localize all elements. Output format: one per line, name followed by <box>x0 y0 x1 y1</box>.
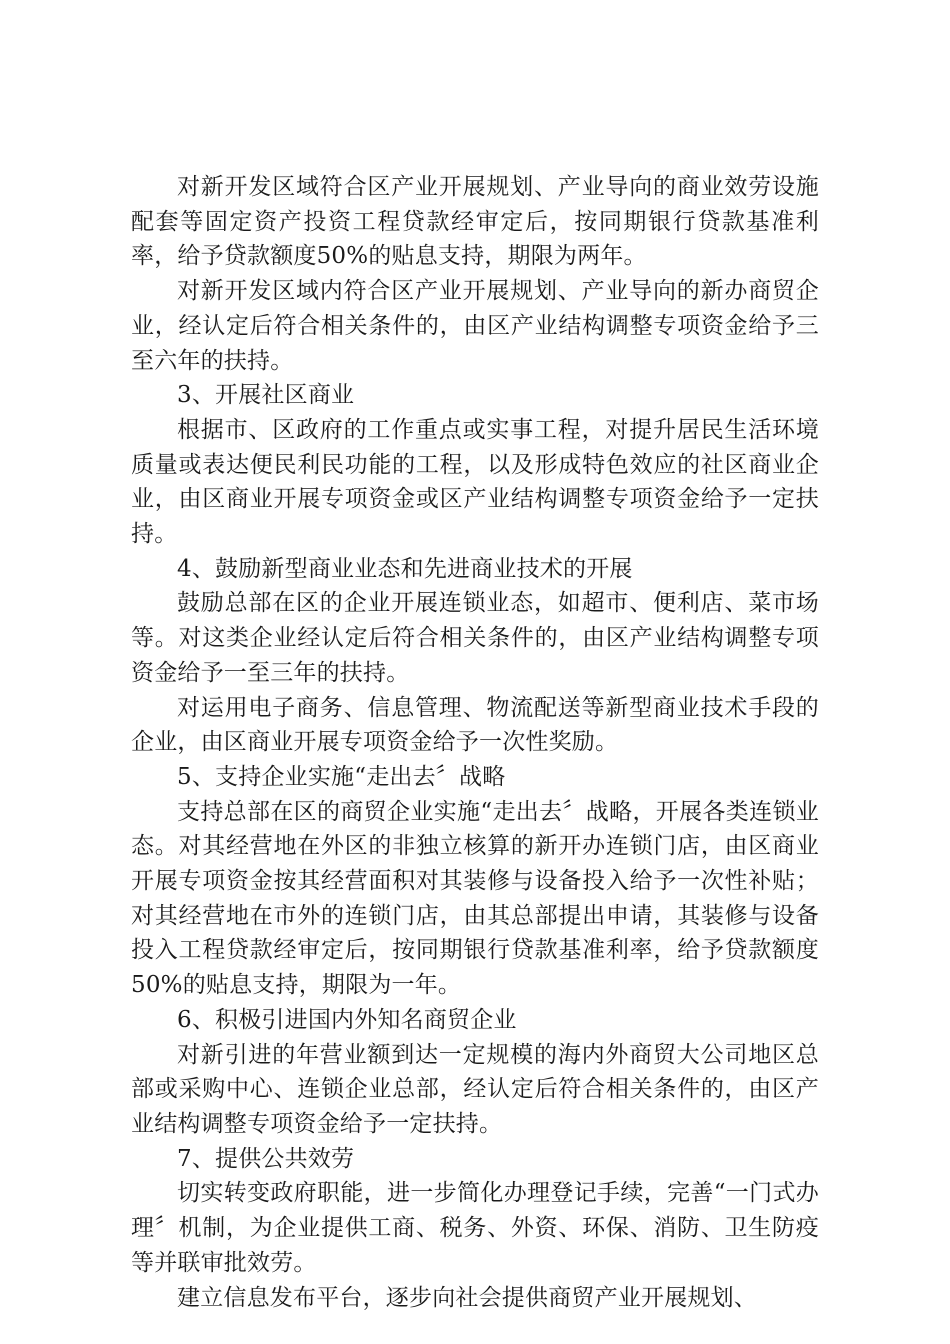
section-heading-going-out: 5、支持企业实施“走出去〞战略 <box>177 763 506 790</box>
paragraph-chain-formats: 鼓励总部在区的企业开展连锁业态，如超市、便利店、菜市场等。对这类企业经认定后符合相关条件的，由区产业结构调整专项资金给予一至三年的扶持。 <box>131 590 819 686</box>
section-heading-public-service: 7、提供公共效劳 <box>177 1145 355 1172</box>
section-heading-new-business-formats: 4、鼓励新型商业业态和先进商业技术的开展 <box>177 555 633 582</box>
paragraph-attract-enterprises: 对新引进的年营业额到达一定规模的海内外商贸大公司地区总部或采购中心、连锁企业总部，经认定后符合相关条件的，由区产业结构调整专项资金给予一定扶持。 <box>131 1041 819 1137</box>
paragraph-community-commerce: 根据市、区政府的工作重点或实事工程，对提升居民生活环境质量或表达便民利民功能的工程，以及形成特色效应的社区商业企业，由区商业开展专项资金或区产业结构调整专项资金给予一定扶持。 <box>131 416 819 548</box>
paragraph-ecommerce-reward: 对运用电子商务、信息管理、物流配送等新型商业技术手段的企业，由区商业开展专项资金给予一次性奖励。 <box>131 694 819 756</box>
section-heading-community-commerce: 3、开展社区商业 <box>177 382 355 409</box>
paragraph-information-platform: 建立信息发布平台，逐步向社会提供商贸产业开展规划、 <box>177 1284 757 1311</box>
paragraph-going-out-support: 支持总部在区的商贸企业实施“走出去〞战略，开展各类连锁业态。对其经营地在外区的非独立核算的新开办连锁门店，由区商业开展专项资金按其经营面积对其装修与设备投入给予一次性补贴；对其经营地在市外的连锁门店，由其总部提出申请，其装修与设备投入工程贷款经审定后，按同期银行贷款基准利率，给予贷款额度50%的贴息支持，期限为一年。 <box>131 798 819 999</box>
paragraph-new-enterprise-support: 对新开发区域内符合区产业开展规划、产业导向的新办商贸企业，经认定后符合相关条件的，由区产业结构调整专项资金给予三至六年的扶持。 <box>131 278 819 374</box>
document-body <box>131 170 819 1315</box>
section-heading-attract-enterprises: 6、积极引进国内外知名商贸企业 <box>177 1006 517 1033</box>
paragraph-government-functions: 切实转变政府职能，进一步简化办理登记手续，完善“一门式办理〞机制，为企业提供工商、税务、外资、环保、消防、卫生防疫等并联审批效劳。 <box>131 1180 819 1276</box>
paragraph-loan-interest-subsidy: 对新开发区域符合区产业开展规划、产业导向的商业效劳设施配套等固定资产投资工程贷款经审定后，按同期银行贷款基准利率，给予贷款额度50%的贴息支持，期限为两年。 <box>131 174 819 270</box>
